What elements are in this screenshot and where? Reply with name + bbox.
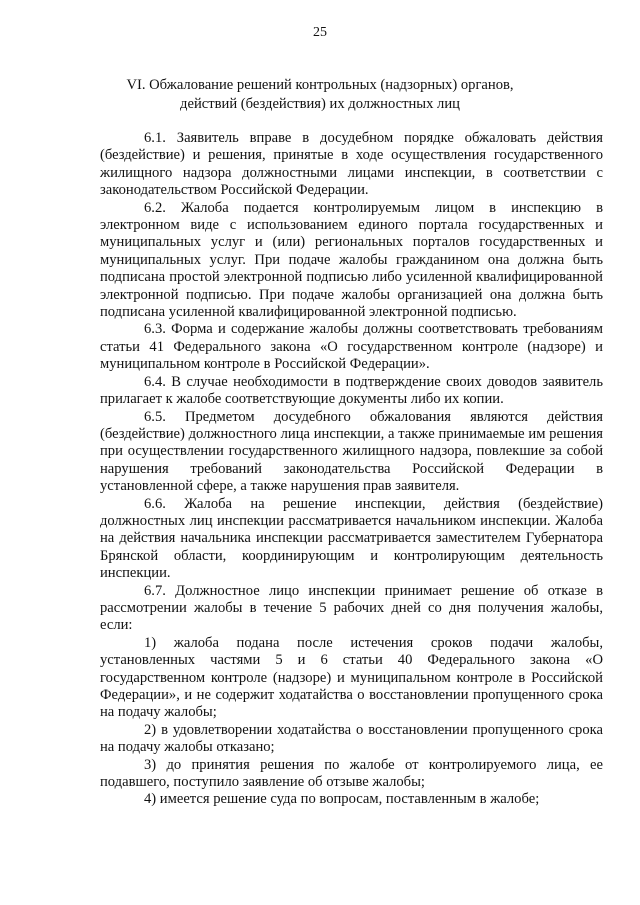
paragraph-6-7: 6.7. Должностное лицо инспекции принимает решение об отказе в рассмотрении жалобы в течение 5 рабочих дней со дня получения жалобы, если: bbox=[100, 582, 603, 634]
list-item-2: 2) в удовлетворении ходатайства о восстановлении пропущенного срока на подачу жалобы отказано; bbox=[100, 721, 603, 756]
paragraph-6-2: 6.2. Жалоба подается контролируемым лицом в инспекцию в электронном виде с использованием единого портала государственных и муниципальных услуг и (или) региональных порталов государственных и муниципальных услуг. При подаче жалобы гражданином она должна быть подписана простой электронной подписью либо усиленной квалифицированной электронной подписью. При подаче жалобы организацией она должна быть подписана усиленной квалифицированной электронной подписью. bbox=[100, 199, 603, 321]
paragraph-6-3: 6.3. Форма и содержание жалобы должны соответствовать требованиям статьи 41 Федерального закона «О государственном контроле (надзоре) и муниципальном контроле в Российской Федерации». bbox=[100, 321, 603, 373]
paragraph-6-4: 6.4. В случае необходимости в подтверждение своих доводов заявитель прилагает к жалобе соответствующие документы либо их копии. bbox=[100, 373, 603, 408]
list-item-4: 4) имеется решение суда по вопросам, поставленным в жалобе; bbox=[144, 791, 540, 808]
list-item-3: 3) до принятия решения по жалобе от контролируемого лица, ее подавшего, поступило заявление об отзыве жалобы; bbox=[100, 756, 603, 791]
section-title-line-2: действий (бездействия) их должностных лиц bbox=[180, 96, 460, 112]
body-text bbox=[100, 130, 603, 809]
paragraph-6-1: 6.1. Заявитель вправе в досудебном порядке обжаловать действия (бездействие) и решения, принятые в ходе осуществления государственного жилищного надзора должностными лицами инспекции, в соответствии с законодательством Российской Федерации. bbox=[100, 130, 603, 199]
paragraph-6-5: 6.5. Предметом досудебного обжалования являются действия (бездействие) должностного лица инспекции, а также принимаемые им решения при осуществлении государственного жилищного надзора, повлекшие за собой нарушения требований законодательства Российской Федерации в установленной сфере, а также нарушения прав заявителя. bbox=[100, 408, 603, 495]
page-number: 25 bbox=[313, 25, 327, 40]
list-item-1: 1) жалоба подана после истечения сроков подачи жалобы, установленных частями 5 и 6 статьи 40 Федерального закона «О государственном контроле (надзоре) и муниципальном контроле в Российской Федерации», и не содержит ходатайства о восстановлении пропущенного срока на подачу жалобы; bbox=[100, 634, 603, 721]
section-title bbox=[100, 76, 540, 114]
section-title-line-1: VI. Обжалование решений контрольных (надзорных) органов, bbox=[126, 77, 514, 93]
paragraph-6-6: 6.6. Жалоба на решение инспекции, действия (бездействие) должностных лиц инспекции рассматривается начальником инспекции. Жалоба на действия начальника инспекции рассматривается заместителем Губернатора Брянской области, координирующим и контролирующим деятельность инспекции. bbox=[100, 495, 603, 582]
